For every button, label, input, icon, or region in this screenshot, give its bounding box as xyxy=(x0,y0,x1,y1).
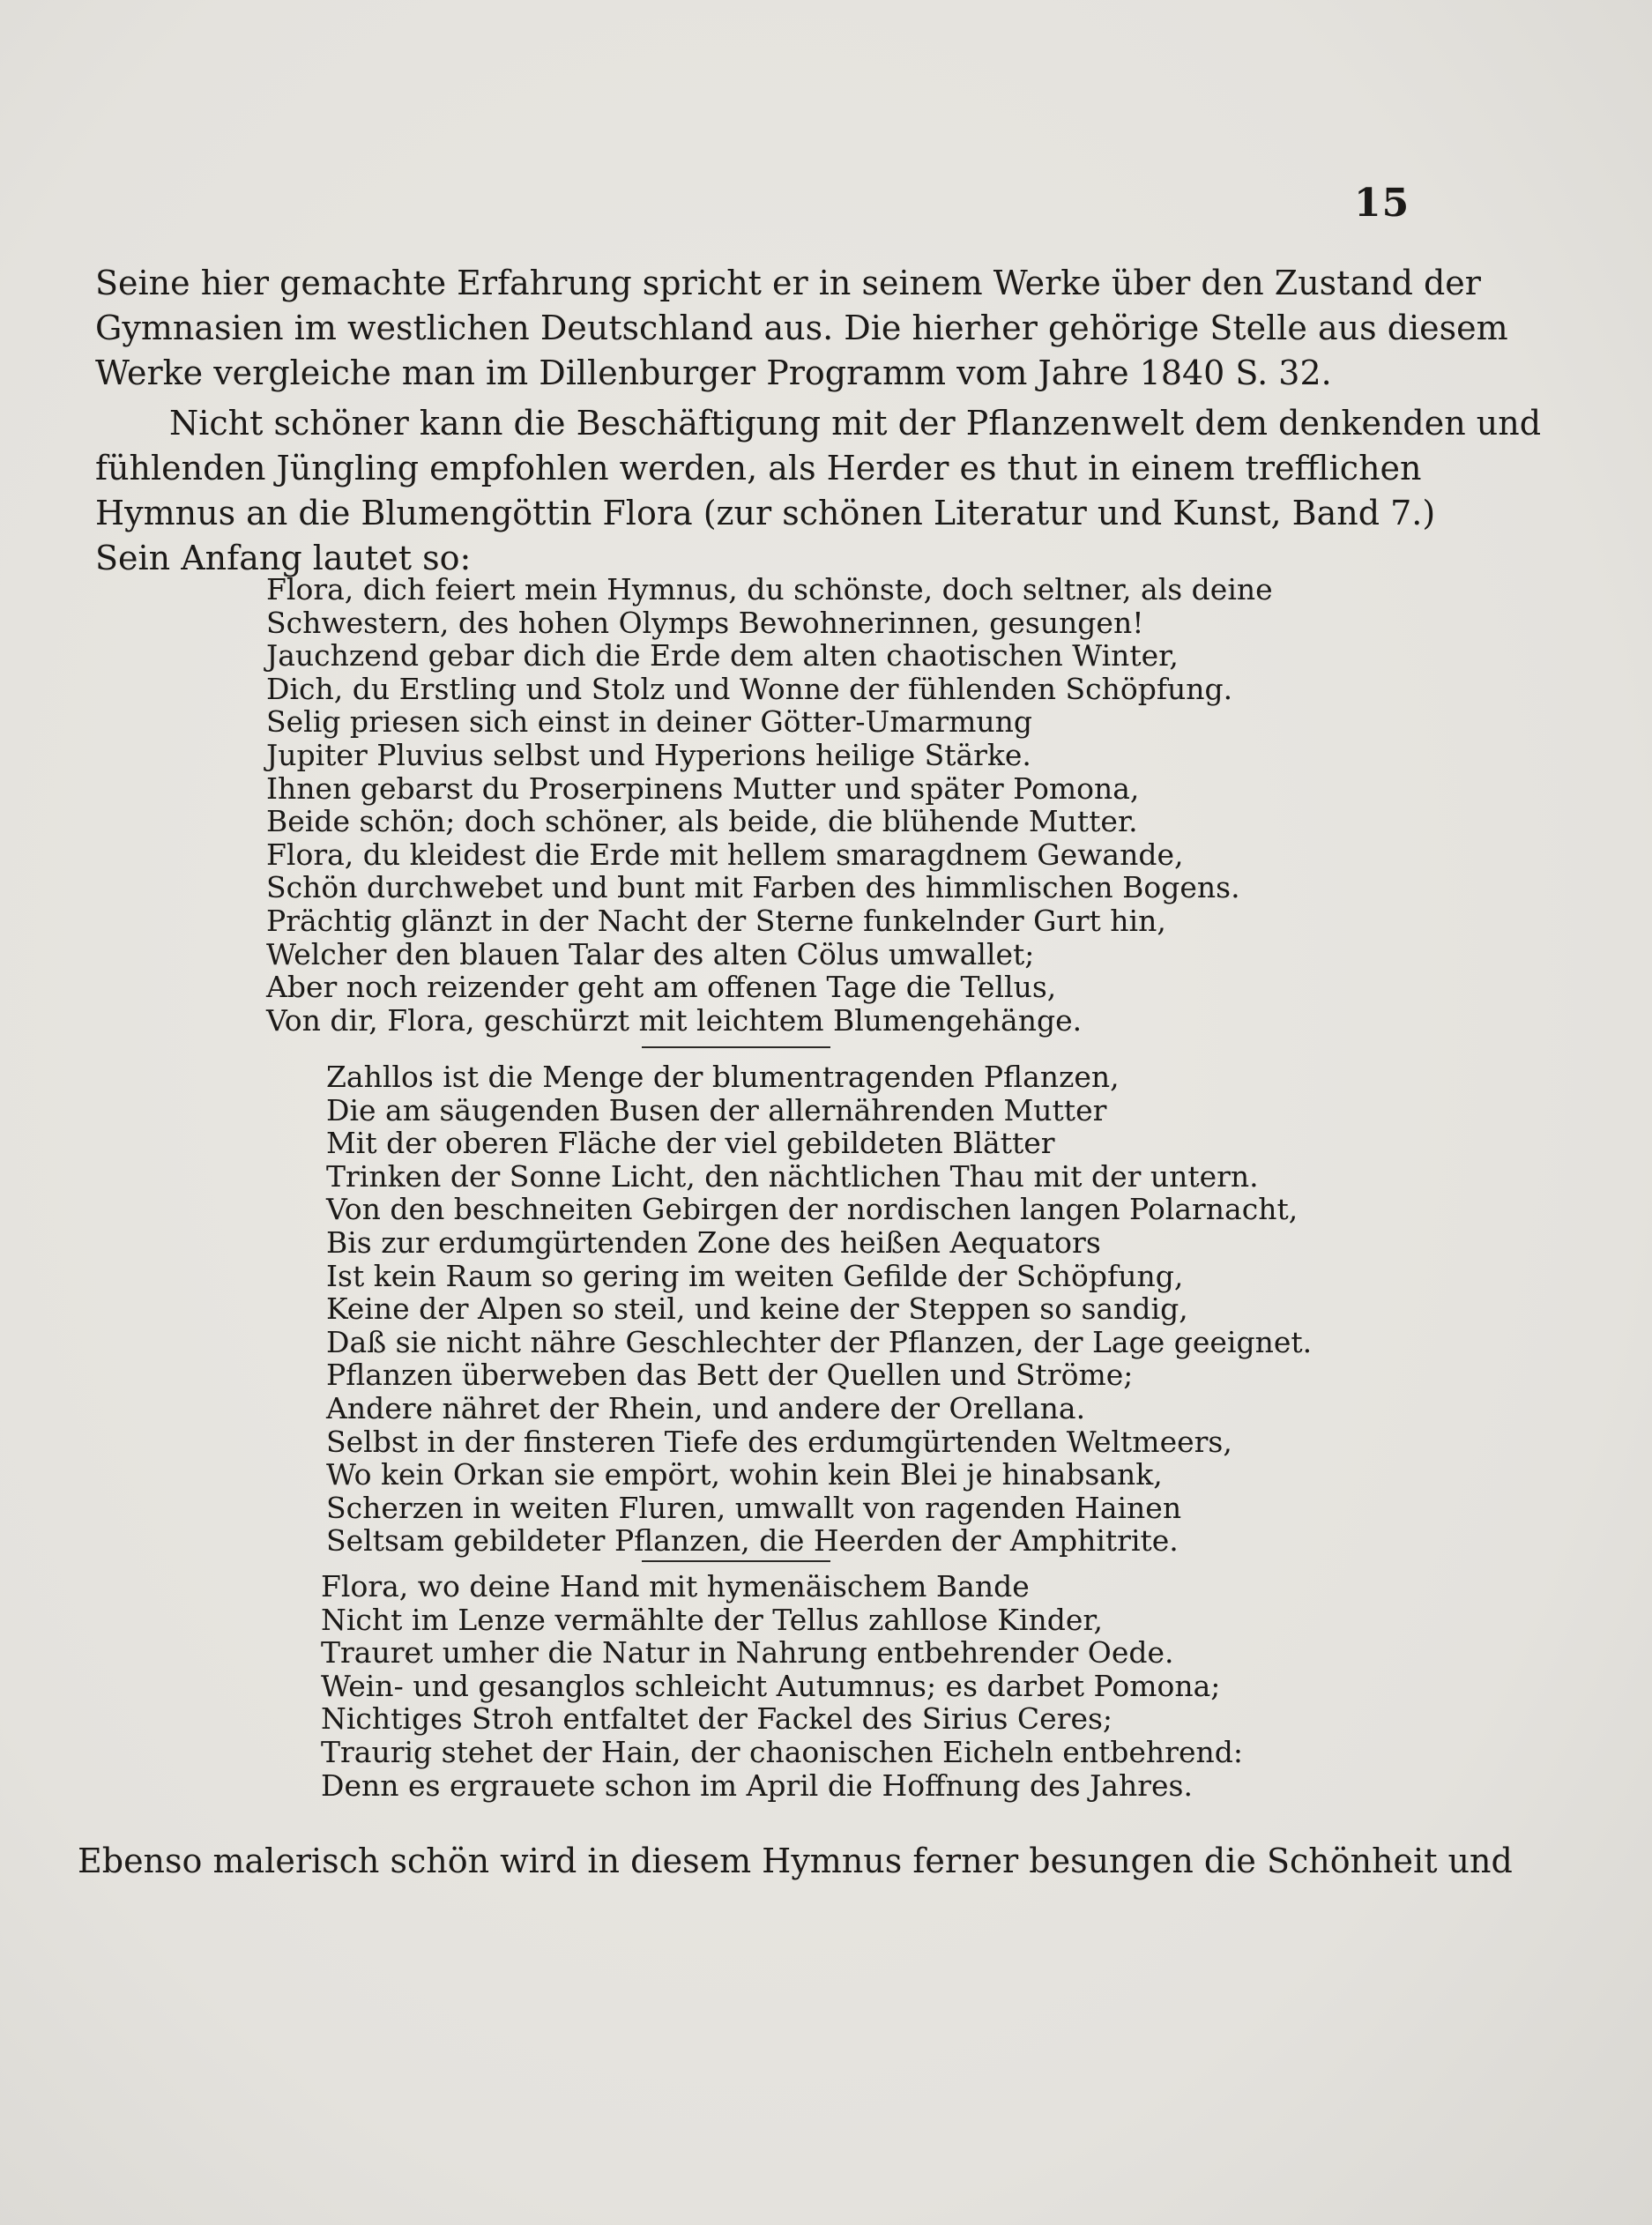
verse-line: Bis zur erdumgürtenden Zone des heißen Aequators xyxy=(326,1224,1101,1260)
text-line: Hymnus an die Blumengöttin Flora (zur schönen Literatur und Kunst, Band 7.) xyxy=(95,494,1436,532)
verse-line: Von den beschneiten Gebirgen der nordischen langen Polarnacht, xyxy=(326,1192,1299,1227)
verse-line: Scherzen in weiten Fluren, umwallt von ragenden Hainen xyxy=(326,1490,1182,1525)
text-line: Sein Anfang lautet so: xyxy=(95,539,472,577)
verse-line: Beide schön; doch schöner, als beide, die blühende Mutter. xyxy=(266,804,1138,839)
verse-line: Trinken der Sonne Licht, den nächtlichen Thau mit der untern. xyxy=(326,1158,1259,1194)
text-line: fühlenden Jüngling empfohlen werden, als Herder es thut in einem trefflichen xyxy=(95,449,1422,487)
verse-line: Von dir, Flora, geschürzt mit leichtem Blumengehänge. xyxy=(266,1002,1083,1038)
verse-line: Pflanzen überweben das Bett der Quellen und Ströme; xyxy=(326,1358,1134,1393)
verse-line: Selig priesen sich einst in deiner Götter-Umarmung xyxy=(266,704,1033,740)
verse-line: Jupiter Pluvius selbst und Hyperions heilige Stärke. xyxy=(266,737,1031,772)
verse-line: Welcher den blauen Talar des alten Cölus umwallet; xyxy=(266,936,1035,971)
verse-line: Zahllos ist die Menge der blumentragenden Pflanzen, xyxy=(326,1060,1120,1094)
verse-line: Wo kein Orkan sie empört, wohin kein Blei je hinabsank, xyxy=(326,1457,1163,1492)
poem-stanza-1 xyxy=(266,573,1273,1037)
section-divider xyxy=(642,1560,830,1562)
verse-line: Die am säugenden Busen der allernährenden Mutter xyxy=(326,1092,1107,1127)
verse-line: Keine der Alpen so steil, und keine der Steppen so sandig, xyxy=(326,1291,1188,1327)
verse-line: Nicht im Lenze vermählte der Tellus zahllose Kinder, xyxy=(321,1602,1104,1637)
verse-line: Selbst in der finsteren Tiefe des erdumgürtenden Weltmeers, xyxy=(326,1424,1232,1459)
verse-line: Daß sie nicht nähre Geschlechter der Pflanzen, der Lage geeignet. xyxy=(326,1324,1313,1359)
verse-line: Flora, du kleidest die Erde mit hellem smaragdnem Gewande, xyxy=(266,837,1184,872)
text-line: Werke vergleiche man im Dillenburger Programm vom Jahre 1840 S. 32. xyxy=(95,353,1332,392)
poem-stanza-2 xyxy=(326,1060,1312,1558)
herder-paragraph xyxy=(95,401,1542,581)
verse-line: Ist kein Raum so gering im weiten Gefilde der Schöpfung, xyxy=(326,1258,1184,1293)
text-line: Seine hier gemachte Erfahrung spricht er in seinem Werke über den Zustand der xyxy=(95,264,1481,302)
verse-line: Prächtig glänzt in der Nacht der Sterne funkelnder Gurt hin, xyxy=(266,903,1166,938)
verse-line: Wein- und gesanglos schleicht Autumnus; es darbet Pomona; xyxy=(321,1668,1221,1703)
verse-line: Jauchzend gebar dich die Erde dem alten chaotischen Winter, xyxy=(266,638,1179,673)
verse-line: Ihnen gebarst du Proserpinens Mutter und später Pomona, xyxy=(266,770,1140,806)
text-line: Nicht schöner kann die Beschäftigung mit der Pflanzenwelt dem denkenden und xyxy=(169,404,1542,443)
text-line: Gymnasien im westlichen Deutschland aus. Die hierher gehörige Stelle aus diesem xyxy=(95,309,1508,347)
verse-line: Andere nähret der Rhein, und andere der Orellana. xyxy=(326,1390,1086,1425)
poem-stanza-3 xyxy=(321,1570,1243,1802)
verse-line: Seltsam gebildeter Pflanzen, die Heerden der Amphitrite. xyxy=(326,1523,1179,1559)
verse-line: Dich, du Erstling und Stolz und Wonne der fühlenden Schöpfung. xyxy=(266,671,1233,706)
intro-paragraph xyxy=(95,261,1508,396)
verse-line: Trauret umher die Natur in Nahrung entbehrender Oede. xyxy=(321,1635,1174,1671)
verse-line: Schön durchwebet und bunt mit Farben des himmlischen Bogens. xyxy=(266,870,1240,905)
page-number: 15 xyxy=(1354,181,1410,226)
verse-line: Denn es ergrauete schon im April die Hoffnung des Jahres. xyxy=(321,1767,1193,1803)
closing-line: Ebenso malerisch schön wird in diesem Hymnus ferner besungen die Schönheit und xyxy=(78,1842,1513,1880)
verse-line: Flora, dich feiert mein Hymnus, du schönste, doch seltner, als deine xyxy=(266,572,1273,606)
verse-line: Traurig stehet der Hain, der chaonischen Eicheln entbehrend: xyxy=(321,1734,1243,1769)
verse-line: Schwestern, des hohen Olymps Bewohnerinnen, gesungen! xyxy=(266,605,1144,640)
verse-line: Nichtiges Stroh entfaltet der Fackel des Sirius Ceres; xyxy=(321,1701,1113,1737)
section-divider xyxy=(642,1046,830,1048)
verse-line: Aber noch reizender geht am offenen Tage die Tellus, xyxy=(266,970,1057,1005)
verse-line: Flora, wo deine Hand mit hymenäischem Bande xyxy=(321,1569,1030,1604)
verse-line: Mit der oberen Fläche der viel gebildeten Blätter xyxy=(326,1126,1055,1161)
